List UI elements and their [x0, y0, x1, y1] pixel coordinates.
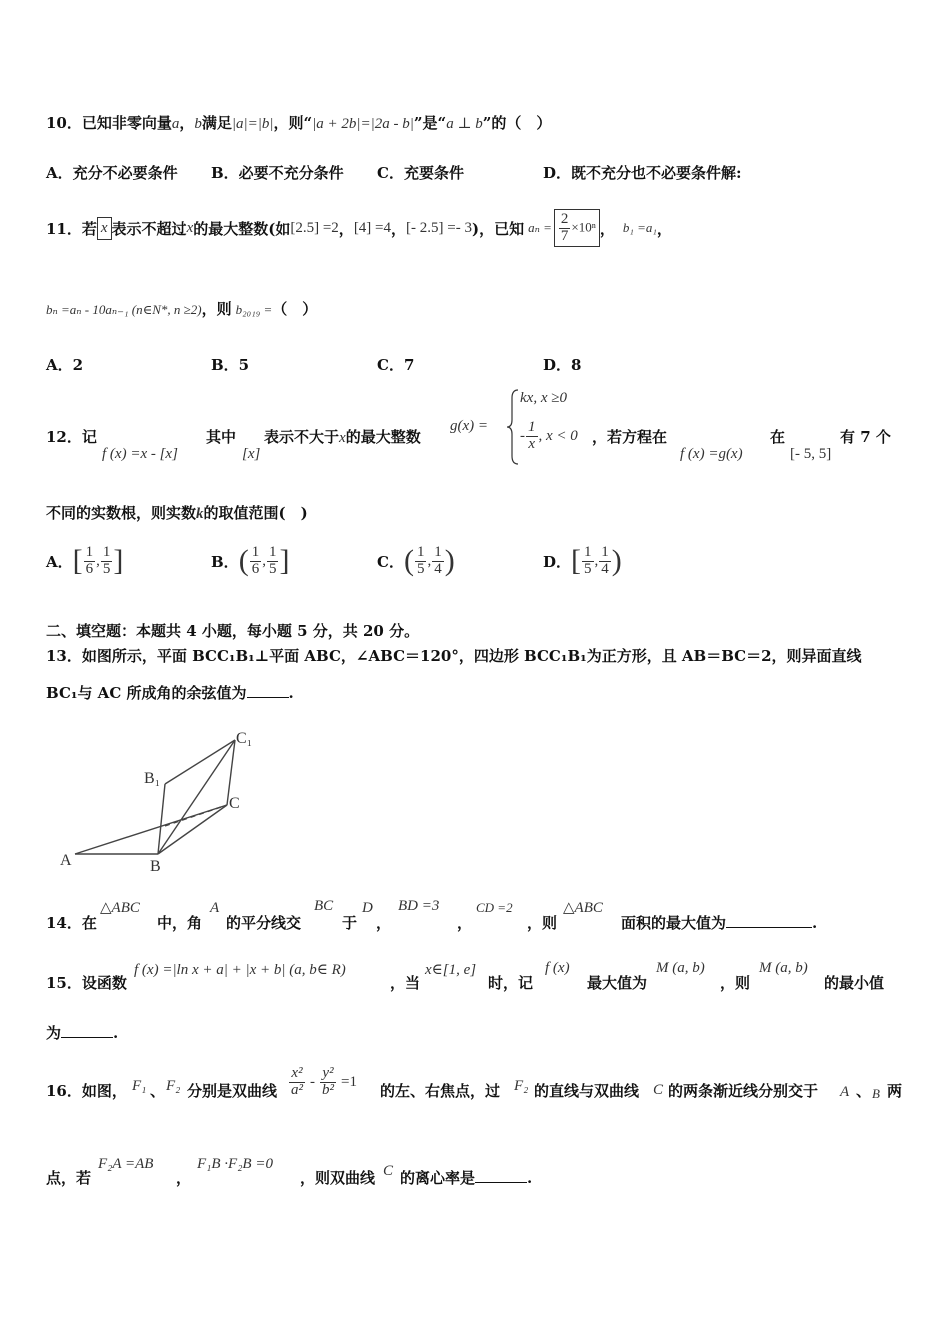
- q12-option-a-left: [: [72, 544, 83, 577]
- q12-text2: [264, 426, 421, 447]
- q12-c-n1: 1: [416, 543, 425, 560]
- q16-text1: 分别是双曲线: [187, 1082, 278, 1100]
- q12-case2-num: 1: [528, 419, 536, 435]
- q12-a-n1: 1: [85, 543, 94, 560]
- q12-b-d1: 6: [251, 560, 260, 577]
- q12-text: 其中: [206, 428, 237, 446]
- q12-option-a-frac1: [84, 545, 96, 578]
- q10-option-b: B．必要不充分条件: [211, 164, 344, 182]
- q12-option-b-label: B．: [211, 552, 239, 571]
- q11-example1: [2.5] =2: [290, 219, 339, 236]
- q13-end: .: [288, 684, 294, 702]
- q12-case2-frac: [526, 420, 538, 453]
- q16-eq1: =1: [341, 1073, 357, 1090]
- q14-bc: BC: [314, 898, 334, 914]
- q16-hyperbola: [288, 1058, 357, 1106]
- q15-text2: 时，记: [488, 974, 534, 992]
- q10-text4: ”是“: [413, 114, 447, 132]
- q11-frac-num: 2: [560, 210, 569, 227]
- q12-option-d: D． [ $\frac{1}{5}$ , $\frac{1}{4}$ ): [543, 543, 622, 577]
- q13-line2-text: BC₁与 AC 所成角的余弦值为: [46, 684, 247, 702]
- q12-option-a-frac2: [101, 545, 113, 578]
- q11-stem: 11．若 x 表示不超过 x 的最大整数(如 [2.5] =2 ， [4] =4 ， [- 2.5] =- 3 )，已知 aₙ = $\frac{2}{7}$ ×10ⁿ ， b₁ =a₁ ，: [46, 205, 672, 251]
- q12-b-d2: 5: [268, 560, 277, 577]
- q15-line2: [46, 1022, 118, 1043]
- q13-line1: 13．如图所示，平面 BCC₁B₁⊥平面 ABC，∠ABC＝120°，四边形 BCC₁B₁为正方形，且 AB＝BC＝2，则异面直线: [46, 647, 862, 665]
- q15-text3: 最大值为: [587, 974, 648, 992]
- edge-bb1: [158, 784, 165, 854]
- q16-A: A: [840, 1084, 850, 1100]
- q13-answer-blank[interactable]: [247, 683, 289, 698]
- q15-f: f (x): [545, 960, 570, 976]
- q14-text2: 的平分线交: [226, 914, 302, 932]
- q12-t3: 的最大整数: [345, 428, 421, 446]
- q12-piecewise: [506, 388, 602, 466]
- q12-option-b-right: ]: [279, 544, 290, 577]
- q10-text2: 满足: [201, 114, 232, 132]
- q12-t2: 表示不大于: [264, 428, 340, 446]
- q15-range: x∈[1, e]: [425, 962, 477, 978]
- q14-cd: CD =2: [476, 900, 513, 915]
- q16-F1: F₁: [132, 1078, 147, 1094]
- q14-num: 14．在: [46, 914, 97, 932]
- q12-option-c-frac2: [432, 545, 444, 578]
- q12-case2-cond: , x < 0: [538, 427, 578, 444]
- q12-floor: [x]: [242, 446, 261, 462]
- q11-option-d: D．8: [543, 356, 582, 374]
- q16-sep: 、: [150, 1082, 166, 1100]
- q11-frac: [559, 212, 571, 245]
- q12-option-b-left: (: [238, 544, 249, 577]
- q15-text1: ，当: [390, 974, 421, 992]
- q12-option-d-label: D．: [543, 552, 572, 571]
- q11-b2019: b₂₀₁₉ =: [235, 302, 273, 317]
- q16-num: 16．如图，: [46, 1082, 127, 1100]
- q11-an: aₙ =: [528, 220, 552, 235]
- q12-c-d2: 4: [434, 560, 442, 577]
- q11-b1: b₁ =a₁: [622, 220, 657, 235]
- q16-text5: 两: [887, 1082, 903, 1100]
- q12-text5: 在: [770, 428, 786, 446]
- q12-option-c-frac1: [415, 545, 427, 578]
- edge-b1c1: [165, 740, 235, 784]
- q16-cond2: F₁B ·F₂B =0: [197, 1156, 273, 1172]
- fig-label-c: C: [229, 795, 240, 812]
- q10-comma: ，: [179, 114, 195, 132]
- q16-answer-blank[interactable]: [475, 1168, 527, 1183]
- q11-then: ，则: [201, 300, 232, 318]
- q16-B: B: [872, 1086, 880, 1101]
- q15-line2-text: 为: [46, 1024, 62, 1042]
- q12-line2: [46, 502, 308, 523]
- q16-text3: 的直线与双曲线: [534, 1082, 640, 1100]
- q11-text3: )，已知: [471, 219, 525, 238]
- q10-condition: |a + 2b|=|2a - b|: [312, 116, 414, 132]
- q11-floor-expr: [554, 209, 600, 248]
- q12-case2: [520, 420, 578, 453]
- q16-C: C: [653, 1082, 664, 1098]
- q12-a-n2: 1: [102, 543, 111, 560]
- q12-d-d2: 4: [601, 560, 609, 577]
- q12-option-d-left: [: [571, 544, 582, 577]
- brace-icon: [506, 388, 520, 466]
- q15-M: M (a, b): [656, 960, 705, 976]
- q16-minus: -: [310, 1073, 315, 1090]
- q10-vec-a: a: [171, 116, 180, 132]
- q12-text4: ，若方程在: [592, 428, 668, 446]
- q12-option-c: C． ( $\frac{1}{5}$ , $\frac{1}{4}$ ): [377, 543, 455, 577]
- q14-end: .: [812, 914, 818, 932]
- q12-option-d-right: ): [611, 544, 622, 577]
- q12-b-n2: 1: [268, 543, 277, 560]
- q16-x2: x²: [291, 1064, 303, 1081]
- edge-ac: [75, 805, 227, 854]
- q12-option-a: A． [ $\frac{1}{6}$ , $\frac{1}{5}$ ]: [46, 543, 124, 577]
- q16-C2: C: [383, 1163, 394, 1179]
- q16-line2b: ，则双曲线: [300, 1169, 376, 1187]
- q14-comma1: ，: [376, 914, 392, 932]
- q10-text5: ”的（ ）: [482, 114, 552, 132]
- q10-num: 10．: [46, 114, 82, 132]
- q10-vec-b: b: [194, 116, 202, 132]
- q15-M2: M (a, b): [759, 960, 808, 976]
- q11-floor-x: x: [97, 217, 112, 240]
- q12-a-d2: 5: [102, 560, 111, 577]
- q15-end: .: [113, 1024, 119, 1042]
- q12-option-a-right: ]: [113, 544, 124, 577]
- q12-option-c-label: C．: [377, 552, 404, 571]
- q14-comma2: ，: [457, 914, 473, 932]
- q12-c-d1: 5: [416, 560, 425, 577]
- q12-line2-text2: 的取值范围( ): [203, 504, 308, 522]
- q12-option-b: B． ( $\frac{1}{6}$ , $\frac{1}{5}$ ]: [211, 543, 290, 577]
- q10-perp: a ⊥ b: [446, 116, 483, 132]
- q16-line2c-text: 的离心率是: [400, 1169, 476, 1187]
- q12-interval: [- 5, 5]: [790, 446, 832, 462]
- q16-sep2: 、: [856, 1082, 872, 1100]
- q10-abs-equal: |a|=|b|: [231, 116, 274, 132]
- q12-option-d-frac2: [599, 545, 611, 578]
- section-heading: 二、填空题：本题共 4 小题，每小题 5 分，共 20 分。: [46, 622, 420, 640]
- q12-case1: kx, x ≥0: [520, 390, 567, 406]
- q12-case2-den: x: [528, 435, 536, 452]
- q10-option-c: C．充要条件: [377, 164, 464, 182]
- q12-option-c-right: ): [444, 544, 455, 577]
- q16-cond1: F₂A =AB: [98, 1156, 154, 1172]
- q16-F2: F₂: [166, 1078, 181, 1094]
- edge-bc1: [158, 740, 235, 854]
- q12-a-d1: 6: [85, 560, 94, 577]
- q16-F2b: F₂: [514, 1078, 529, 1094]
- q10-option-d: D．既不充分也不必要条件解:: [543, 164, 742, 182]
- q11-num: 11．若: [46, 219, 97, 238]
- q11-pow: ×10ⁿ: [571, 219, 596, 235]
- q16-line2a: 点，若: [46, 1169, 92, 1187]
- q12-c-n2: 1: [434, 543, 442, 560]
- q16-comma: ，: [176, 1169, 192, 1187]
- q16-frac-x: [289, 1066, 305, 1099]
- q12-d-d1: 5: [584, 560, 592, 577]
- q15-answer-blank[interactable]: [61, 1023, 113, 1038]
- q15-num: 15．设函数: [46, 974, 127, 992]
- q12-option-b-frac2: [267, 545, 279, 578]
- q14-answer-blank[interactable]: [726, 913, 812, 928]
- q12-b-n1: 1: [251, 543, 260, 560]
- fig-label-a: A: [60, 852, 72, 869]
- q12-option-b-frac1: [250, 545, 262, 578]
- q15-text5: 的最小值: [824, 974, 885, 992]
- q14-triangle2: △ABC: [563, 900, 603, 916]
- q11-line2: [46, 298, 317, 319]
- fig-label-c1: C₁: [236, 730, 253, 747]
- q10-text3: ，则“: [273, 114, 313, 132]
- q16-text4: 的两条渐近线分别交于: [668, 1082, 819, 1100]
- q11-text: 表示不超过: [111, 219, 187, 238]
- q16-y2: y²: [322, 1064, 334, 1081]
- q12-option-c-left: (: [403, 544, 414, 577]
- q14-text5: [621, 912, 817, 933]
- q11-bn: bₙ =aₙ - 10aₙ₋₁ (n∈N*, n ≥2): [46, 302, 202, 317]
- q12-line2-text: 不同的实数根，则实数: [46, 504, 197, 522]
- q12-case2-minus: -: [520, 427, 525, 444]
- q11-paren: （ ）: [272, 300, 318, 318]
- edge-bc: [158, 805, 227, 854]
- q10-text: 已知非零向量: [81, 114, 172, 132]
- q14-text3: 于: [342, 914, 358, 932]
- q16-text2: 的左、右焦点，过: [380, 1082, 501, 1100]
- q11-option-c: C．7: [377, 356, 415, 374]
- q12-k: k: [196, 506, 204, 522]
- q12-option-a-label: A．: [46, 552, 73, 571]
- q14-bd: BD =3: [398, 898, 440, 914]
- q12-option-d-frac1: [582, 545, 594, 578]
- q11-frac-den: 7: [560, 227, 569, 244]
- fig-label-b: B: [150, 858, 161, 875]
- q16-a2: a²: [291, 1081, 303, 1098]
- q12-equation: f (x) =g(x): [680, 446, 743, 462]
- q14-triangle: △ABC: [100, 900, 140, 916]
- q11-option-b: B．5: [211, 356, 250, 374]
- q12-fx: f (x) =x - [x]: [102, 446, 178, 462]
- q15-function: f (x) =|ln x + a| + |x + b| (a, b∈ R): [134, 962, 346, 978]
- q10-stem: [46, 112, 551, 133]
- q16-end: .: [527, 1169, 533, 1187]
- q12-gx: g(x) =: [450, 418, 489, 434]
- q14-text4: ，则: [527, 914, 558, 932]
- q10-option-a: A．充分不必要条件: [46, 164, 178, 182]
- q11-x: x: [186, 219, 194, 236]
- q14-text1: 中，角: [157, 914, 203, 932]
- q13-figure-lines: [75, 740, 235, 854]
- fig-label-b1: B₁: [144, 770, 161, 787]
- q14-t5: 面积的最大值为: [621, 914, 727, 932]
- q12-d-n2: 1: [601, 543, 609, 560]
- q12-x: x: [339, 430, 346, 446]
- q12-num: 12．记: [46, 428, 97, 446]
- q14-d: D: [362, 900, 373, 916]
- q12-d-n1: 1: [584, 543, 592, 560]
- q16-line2c: [400, 1167, 532, 1188]
- q11-example2: [4] =4: [353, 219, 392, 236]
- q14-angle-a: A: [210, 900, 220, 916]
- q16-b2: b²: [322, 1081, 334, 1098]
- q16-frac-y: [320, 1066, 336, 1099]
- q12-text6: 有 7 个: [840, 428, 891, 446]
- q13-line2: [46, 682, 294, 703]
- q15-text4: ，则: [720, 974, 751, 992]
- q11-text2: 的最大整数(如: [193, 219, 291, 238]
- q11-example3: [- 2.5] =- 3: [406, 219, 472, 236]
- q11-option-a: A．2: [46, 356, 84, 374]
